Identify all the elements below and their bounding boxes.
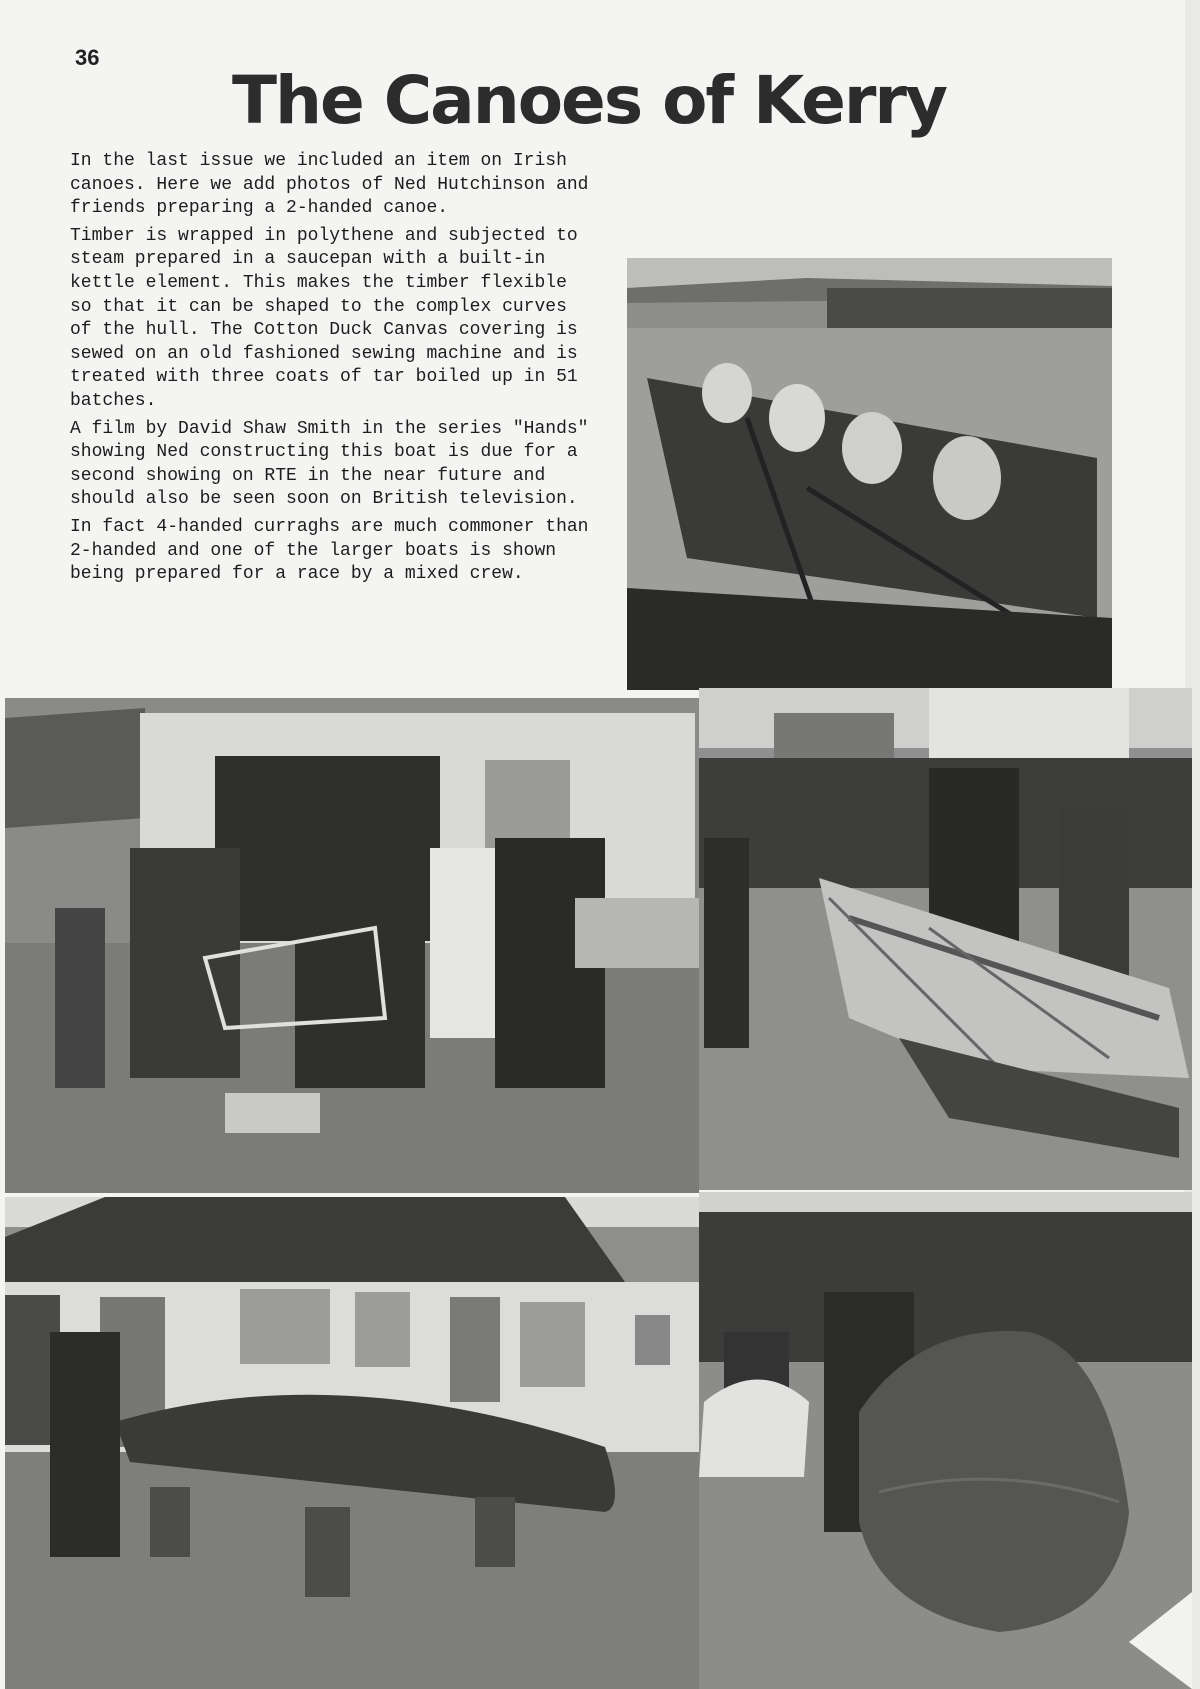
- boat-frame-photo-icon: [699, 688, 1192, 1190]
- photo-canoe-cottage: [5, 1197, 699, 1689]
- rowing-crew-photo-icon: [627, 258, 1112, 690]
- workshop-group-photo-icon: [5, 698, 699, 1193]
- article-paragraph: In the last issue we included an item on Irish canoes. Here we add photos of Ned Hutchinson and friends preparing a 2-handed canoe.: [70, 151, 589, 219]
- article-paragraph: A film by David Shaw Smith in the series "Hands" showing Ned constructing this boat is due for a second showing on RTE in the near future and should also be seen soon on British television.: [70, 418, 589, 510]
- canvas-hull-photo-icon: [699, 1192, 1192, 1689]
- photo-hull-frame: [699, 688, 1192, 1190]
- photo-frame-building: [5, 698, 699, 1193]
- page-number: 36: [75, 45, 100, 70]
- upturned-canoe-photo-icon: [5, 1197, 699, 1689]
- article-paragraph: In fact 4-handed curraghs are much commoner than 2-handed and one of the larger boats is shown being prepared for a race by a mixed crew.: [70, 516, 589, 585]
- page-title: The Canoes of Kerry: [232, 62, 946, 139]
- photo-canvas-hull: [699, 1192, 1192, 1689]
- article-body: [70, 150, 590, 591]
- article-paragraph: Timber is wrapped in polythene and subjected to steam prepared in a saucepan with a built-in kettle element. This makes the timber flexible so that it can be shaped to the complex curves of the hull. The Cotton Duck Canvas covering is sewed on an old fashioned sewing machine and is treated with three coats of tar boiled up in 51 batches.: [70, 225, 578, 411]
- photo-race-crew: [627, 258, 1112, 690]
